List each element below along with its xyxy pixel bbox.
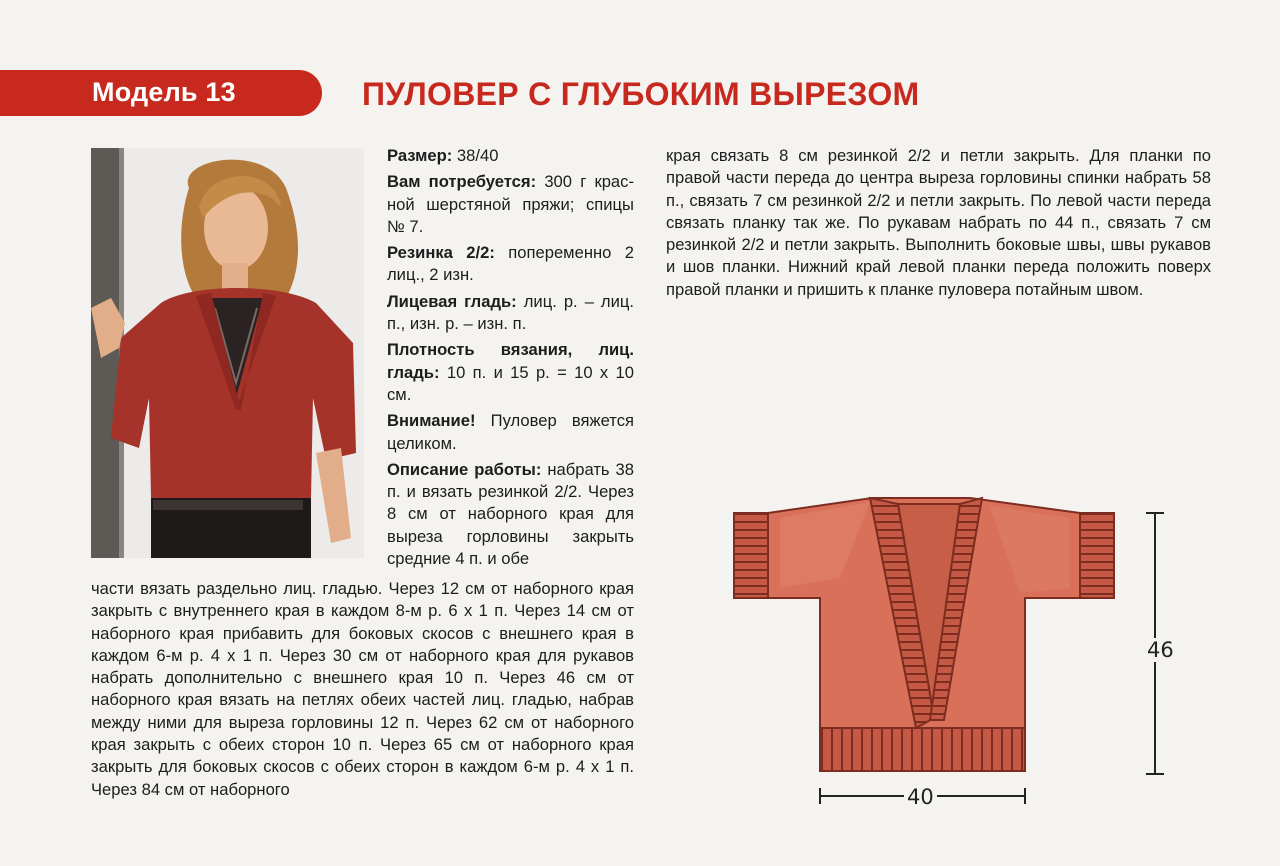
width-label: 40 bbox=[904, 785, 937, 809]
size-label: Размер: bbox=[387, 146, 453, 165]
specs-column bbox=[387, 145, 634, 574]
gauge-label: Плотность вязания, лиц. гладь: bbox=[387, 340, 634, 382]
model-badge bbox=[0, 70, 322, 116]
description-label: Описание работы: bbox=[387, 459, 542, 479]
gauge-value: 10 п. и 15 р. = 10 х 10 см. bbox=[387, 362, 634, 404]
height-label: 46 bbox=[1147, 638, 1174, 662]
rib-label: Резинка 2/2: bbox=[387, 243, 495, 263]
attention-value: Пуловер вяжется целиком. bbox=[387, 411, 634, 453]
need-value: 300 г красной шерстяной пряжи; спицы № 7. bbox=[387, 172, 634, 236]
right-cuff bbox=[1080, 513, 1114, 598]
instructions-text: края связать 8 см резинкой 2/2 и петли закрыть. Для планки по правой части переда до центра выреза горловины спинки набрать 58 п., связать 7 см резинкой 2/2 и петли закрыть. По левой части переда связать планку так же. По рукавам набрать по 44 п., связать 7 см резинкой 2/2 и петли закрыть. Выполнить боковые швы, швы рукавов и шов планки. Нижний край левой планки переда положить поверх правой планки и пришить к планке пуловера потайным швом. bbox=[666, 146, 1211, 299]
left-cuff bbox=[734, 513, 768, 598]
model-label: Модель 13 bbox=[92, 77, 236, 107]
garment-schematic bbox=[720, 488, 1200, 818]
instructions-column bbox=[666, 145, 1211, 301]
stockinette-value: лиц. р. – лиц. п., изн. р. – изн. п. bbox=[387, 291, 634, 334]
need-label: Вам потребуется: bbox=[387, 172, 537, 192]
description-continued-text: части вязать раздельно лиц. гладью. Через 12 см от наборного края закрыть с внутреннего края в каждом 8-м р. 6 х 1 п. Через 14 см от наборного края прибавить для боковых скосов с внешнего края в каждом 6-м р. 4 х 1 п. Через 30 см от наборного края для рукавов набрать дополнительно с внешнего края 10 п. Через 46 см от наборного края вязать на петлях обеих частей лиц. гладью, набрав между ними для выреза горловины 12 п. Через 62 см от наборного края закрыть с обеих сторон 10 п. Через 65 см от наборного края закрыть для боковых скосов с обеих сторон в каждом 6-м р. 4 х 1 п. Через 84 см от наборного bbox=[91, 579, 634, 799]
rib-value: попеременно 2 лиц., 2 изн. bbox=[387, 243, 635, 285]
attention-label: Внимание! bbox=[387, 411, 476, 431]
page-title: ПУЛОВЕР С ГЛУБОКИМ ВЫРЕЗОМ bbox=[362, 76, 920, 112]
stockinette-label: Лицевая гладь: bbox=[387, 291, 517, 311]
description-start: набрать 38 п. и вязать резинкой 2/2. Через 8 см от наборного края для выреза горловины закрыть средние 4 п. и обе bbox=[387, 459, 634, 569]
waist-band bbox=[820, 728, 1025, 771]
size-value: 38/40 bbox=[456, 146, 499, 165]
description-continued bbox=[91, 578, 634, 801]
model-photo bbox=[91, 148, 364, 558]
